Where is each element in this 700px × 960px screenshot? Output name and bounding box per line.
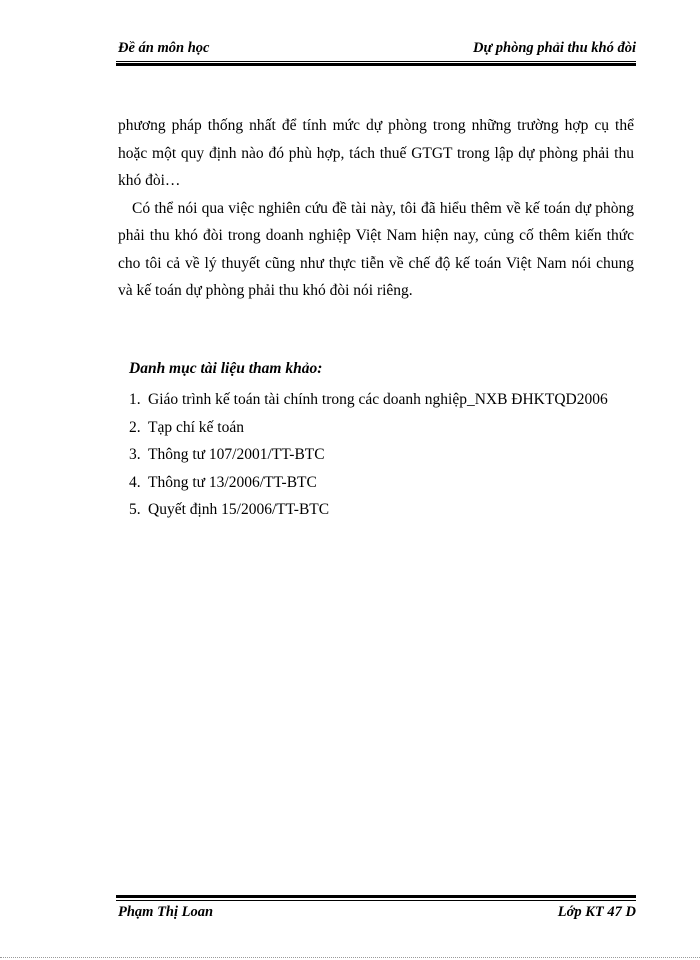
body-text (118, 112, 634, 305)
page-footer (116, 904, 636, 926)
header-course-title: Đề án môn học (118, 40, 210, 56)
header-rule-thin (116, 61, 636, 62)
page-break-divider (0, 957, 700, 958)
footer-author: Phạm Thị Loan (118, 904, 214, 920)
header-topic-title: Dự phòng phải thu khó đòi (472, 40, 636, 56)
reference-text: Tạp chí kế toán (148, 418, 244, 436)
paragraph-continuation: phương pháp thống nhất để tính mức dự phòng trong những trường hợp cụ thể hoặc một quy định nào đó phù hợp, tách thuế GTGT trong lập dự phòng phải thu khó đòi… (118, 117, 634, 189)
reference-number: 1. (129, 391, 141, 408)
reference-item (129, 386, 634, 414)
footer-class: Lớp KT 47 D (557, 904, 636, 920)
footer-rule-thin (116, 900, 636, 901)
paragraph-conclusion: Có thể nói qua việc nghiên cứu đề tài này, tôi đã hiểu thêm về kế toán dự phòng phải thu khó đòi trong doanh nghiệp Việt Nam hiện nay, củng cố thêm kiến thức cho tôi cả về lý thuyết cũng như thực tiễn về chế độ kế toán Việt Nam nói chung và kế toán dự phòng phải thu khó đòi nói riêng. (118, 199, 634, 299)
references-list (129, 386, 634, 524)
reference-number: 5. (129, 501, 141, 518)
footer-rule-thick (116, 895, 636, 898)
reference-item (129, 496, 634, 524)
reference-text: Thông tư 13/2006/TT-BTC (148, 473, 317, 491)
reference-number: 2. (129, 418, 141, 436)
reference-item (129, 441, 634, 469)
header-rule-thick (116, 63, 636, 66)
reference-text: Quyết định 15/2006/TT-BTC (148, 501, 330, 518)
page-header (116, 38, 636, 60)
references-title: Danh mục tài liệu tham khảo: (129, 360, 323, 377)
reference-text: Giáo trình kế toán tài chính trong các doanh nghiệp_NXB ĐHKTQD2006 (148, 391, 608, 408)
reference-item (129, 469, 634, 497)
reference-number: 4. (129, 473, 141, 491)
reference-number: 3. (129, 446, 141, 463)
reference-item (129, 414, 634, 442)
reference-text: Thông tư 107/2001/TT-BTC (148, 446, 325, 463)
